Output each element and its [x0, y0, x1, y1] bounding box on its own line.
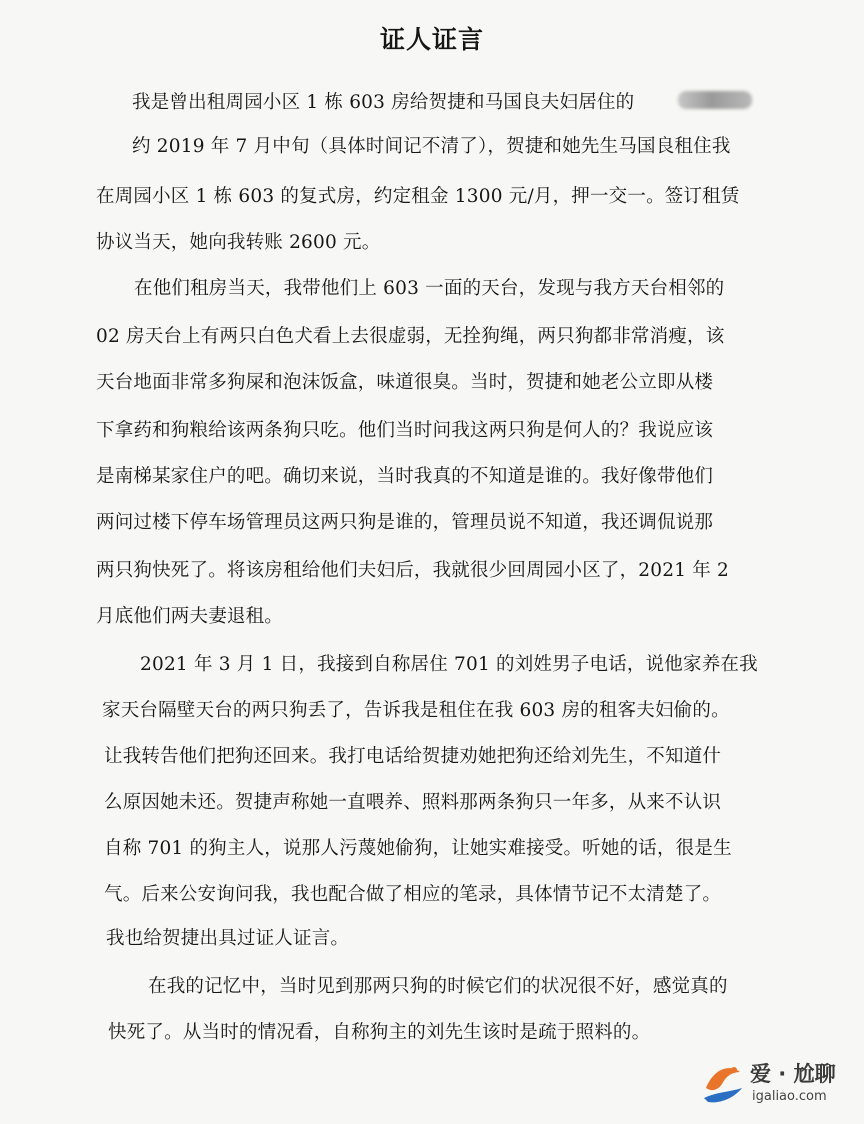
document-title: 证人证言: [379, 25, 484, 54]
text-line: 么原因她未还。贺捷声称她一直喂养、照料那两条狗只一年多，从来不认识: [104, 792, 722, 813]
site-watermark: [700, 1056, 856, 1114]
text-line: 协议当天，她向我转账 2600 元。: [96, 232, 381, 253]
text-line: 我是曾出租周园小区 1 栋 603 房给贺捷和马国良夫妇居住的: [132, 92, 635, 113]
text-line: 2021 年 3 月 1 日，我接到自称居住 701 的刘姓男子电话，说他家养在我: [140, 654, 758, 675]
text-line: 家天台隔壁天台的两只狗丢了，告诉我是租住在我 603 房的租客夫妇偷的。: [102, 700, 730, 721]
text-line: 是南梯某家住户的吧。确切来说，当时我真的不知道是谁的。我好像带他们: [96, 466, 714, 487]
text-line: 在我的记忆中，当时见到那两只狗的时候它们的状况很不好，感觉真的: [148, 976, 728, 997]
text-line: 两只狗快死了。将该房租给他们夫妇后，我就很少回周园小区了，2021 年 2: [96, 560, 730, 581]
text-line: 天台地面非常多狗屎和泡沫饭盒，味道很臭。当时，贺捷和她老公立即从楼: [96, 372, 714, 393]
text-line: 在他们租房当天，我带他们上 603 一面的天台，发现与我方天台相邻的: [134, 278, 725, 299]
text-line: 约 2019 年 7 月中旬（具体时间记不清了），贺捷和她先生马国良租住我: [132, 136, 731, 157]
watermark-url: igaliao.com: [752, 1089, 827, 1104]
watermark-site-name: 爱 · 尬聊: [750, 1062, 836, 1086]
redacted-name-blur: [678, 91, 752, 109]
text-line: 下拿药和狗粮给该两条狗只吃。他们当时问我这两只狗是何人的？我说应该: [96, 420, 714, 441]
text-line: 让我转告他们把狗还回来。我打电话给贺捷劝她把狗还给刘先生，不知道什: [104, 746, 722, 767]
text-line: 02 房天台上有两只白色犬看上去很虚弱，无拴狗绳，两只狗都非常消瘦，该: [96, 326, 725, 347]
text-line: 我也给贺捷出具过证人证言。: [106, 928, 350, 949]
text-line: 快死了。从当时的情况看，自称狗主的刘先生该时是疏于照料的。: [108, 1022, 651, 1043]
text-line: 两问过楼下停车场管理员这两只狗是谁的，管理员说不知道，我还调侃说那: [96, 512, 714, 533]
text-line: 气。后来公安询问我，我也配合做了相应的笔录，具体情节记不太清楚了。: [104, 884, 722, 905]
text-line: 月底他们两夫妻退租。: [96, 606, 284, 627]
bird-logo-icon: [700, 1058, 744, 1108]
text-line: 自称 701 的狗主人，说那人污蔑她偷狗，让她实难接受。听她的话，很是生: [104, 838, 732, 859]
text-line: 在周园小区 1 栋 603 的复式房，约定租金 1300 元/月，押一交一。签订租赁: [96, 186, 740, 207]
